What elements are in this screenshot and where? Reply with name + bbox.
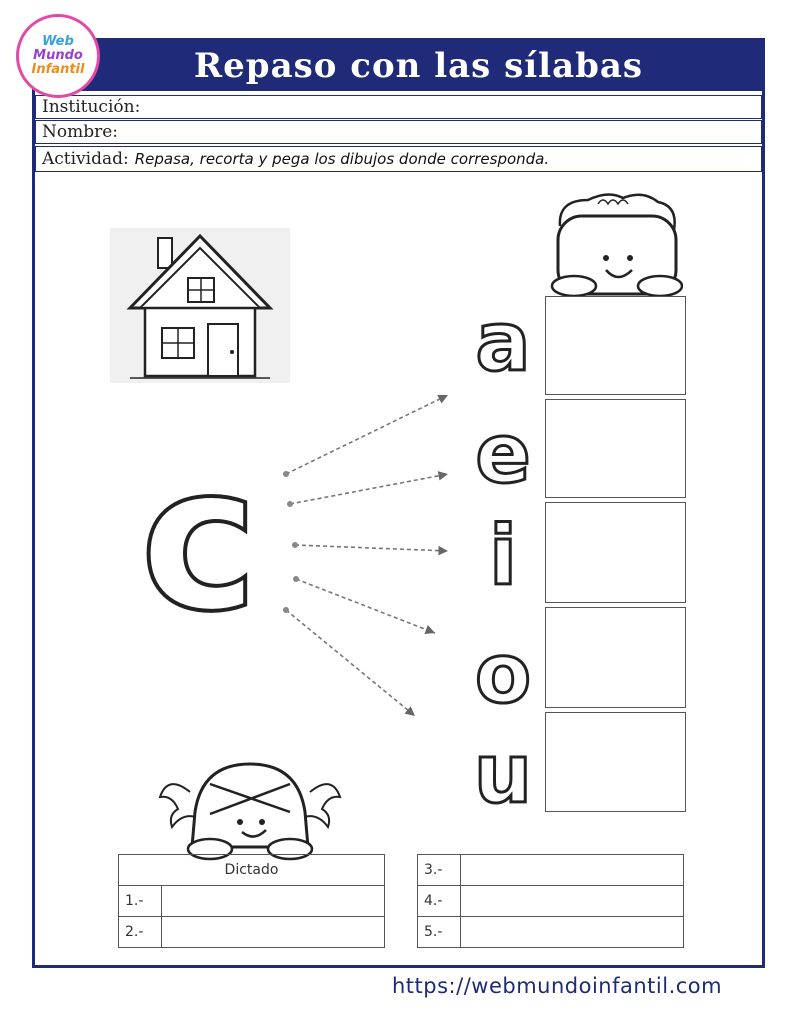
dictation-answer-field[interactable] [461,917,684,948]
actividad-text: Repasa, recorta y pega los dibujos donde corresponda. [134,150,550,168]
vowel-u: u [473,727,533,822]
paste-box-o[interactable] [545,607,686,708]
logo-line-3: Infantil [31,62,85,77]
dictation-answer-field[interactable] [461,886,684,917]
dictation-number: 3.- [418,855,461,886]
vowel-o: o [474,627,532,722]
dictation-table-right [417,854,684,948]
paste-box-e[interactable] [545,399,686,498]
paste-box-i[interactable] [545,502,686,603]
dictation-answer-field[interactable] [162,886,385,917]
nombre-label: Nombre: [42,122,119,142]
dictation-table-left [118,854,385,948]
paste-box-a[interactable] [545,296,686,395]
footer-url[interactable]: https://webmundoinfantil.com [392,974,723,998]
dictation-number: 2.- [119,917,162,948]
character-peeking-top-icon [548,186,683,298]
logo-line-2: Mundo [33,48,83,63]
dictation-number: 4.- [418,886,461,917]
dictation-answer-field[interactable] [162,917,385,948]
dictation-title: Dictado [119,855,385,886]
site-logo [16,14,100,98]
dictation-number: 5.- [418,917,461,948]
logo-line-1: Web [42,34,74,49]
consonant-letter: c [140,423,259,656]
page-title: Repaso con las sílabas [193,46,644,86]
paste-box-u[interactable] [545,712,686,812]
actividad-label: Actividad: [42,149,129,169]
institucion-label: Institución: [42,97,141,117]
vowel-i: i [488,509,518,604]
character-girl-icon [150,752,350,862]
dictation-number: 1.- [119,886,162,917]
vowel-e: e [475,407,531,502]
dictation-answer-field[interactable] [461,855,684,886]
vowel-a: a [475,295,531,390]
